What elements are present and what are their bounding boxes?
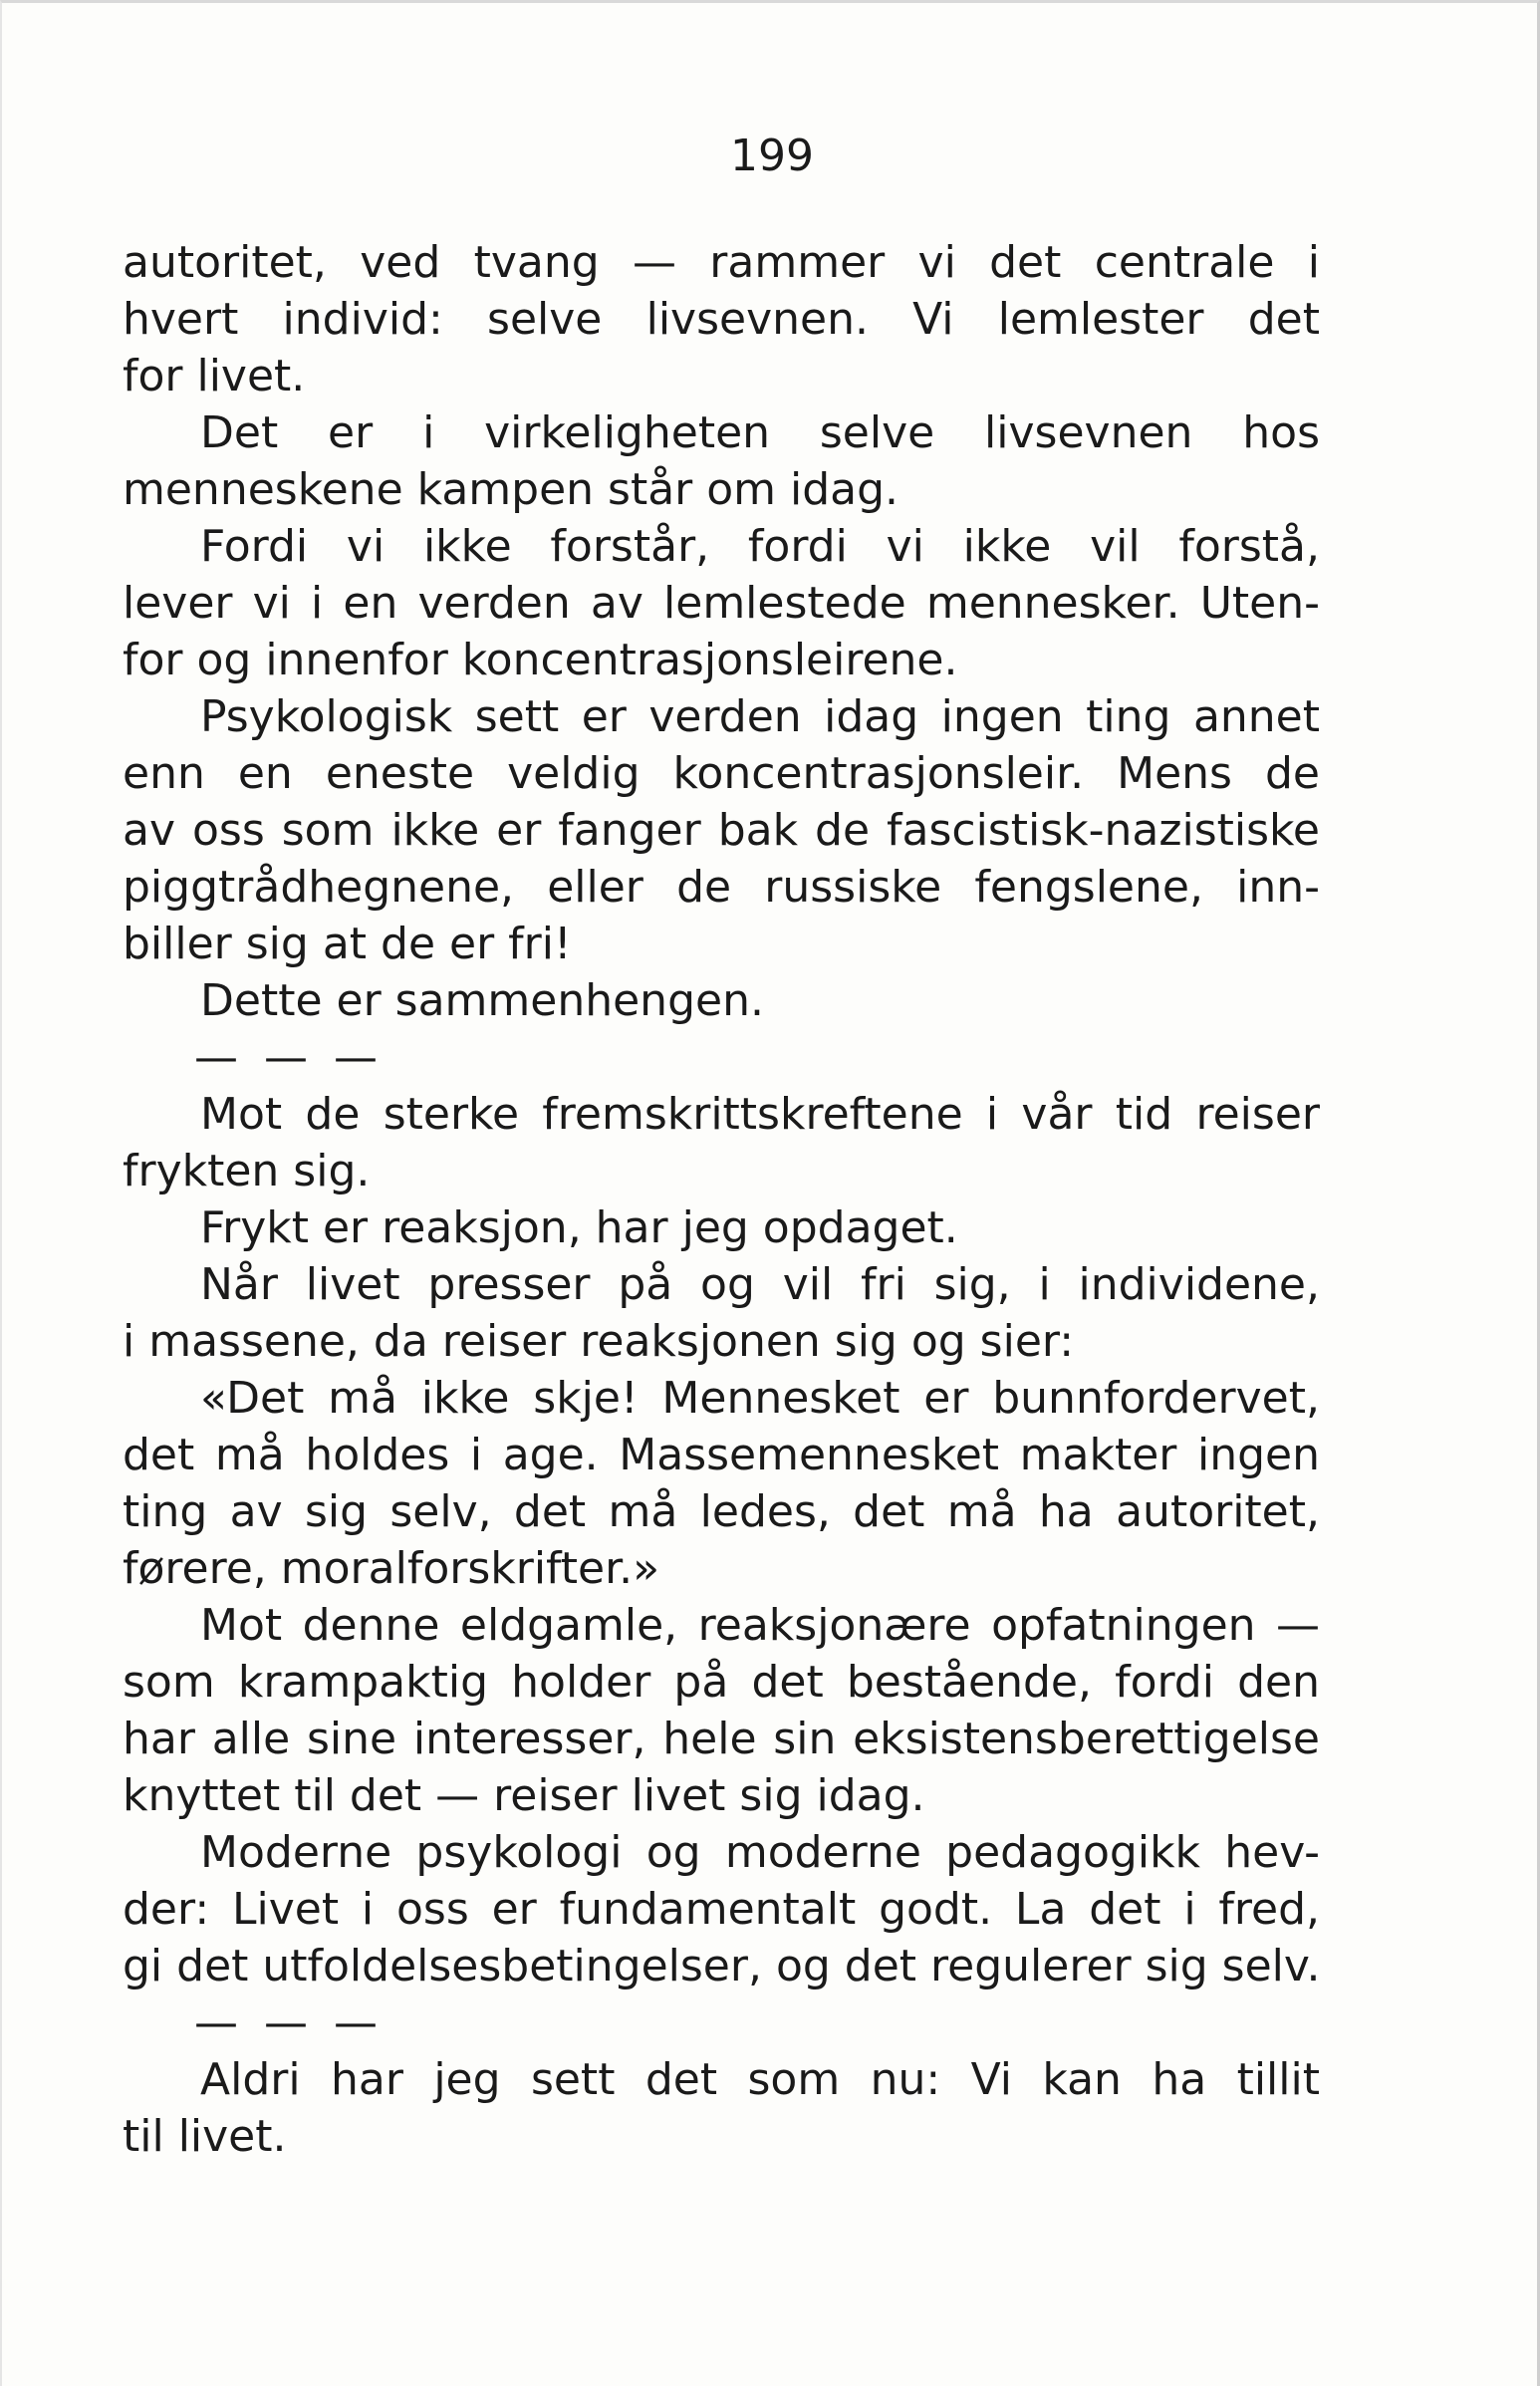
text-line: Mot denne eldgamle, reaksjonære opfatningen —	[200, 1600, 1320, 1651]
text-line: har alle sine interesser, hele sin eksistensberettigelse	[123, 1714, 1320, 1764]
text-line: for og innenfor koncentrasjonsleirene.	[123, 635, 958, 685]
section-separator: — — —	[194, 1032, 384, 1083]
text-line: Fordi vi ikke forstår, fordi vi ikke vil forstå,	[200, 521, 1320, 572]
text-line: Moderne psykologi og moderne pedagogikk hev-	[200, 1827, 1320, 1878]
text-line: «Det må ikke skje! Mennesket er bunnfordervet,	[200, 1373, 1320, 1424]
text-line: som krampaktig holder på det bestående, fordi den	[123, 1657, 1320, 1708]
text-line: gi det utfoldelsesbetingelser, og det regulerer sig selv.	[123, 1941, 1321, 1991]
text-line: Når livet presser på og vil fri sig, i individene,	[200, 1259, 1320, 1310]
text-line: Dette er sammenhengen.	[200, 975, 764, 1026]
text-line: hvert individ: selve livsevnen. Vi lemlester det	[123, 294, 1320, 345]
text-line: Mot de sterke fremskrittskreftene i vår tid reiser	[200, 1089, 1320, 1140]
text-line: ting av sig selv, det må ledes, det må ha autoritet,	[123, 1486, 1320, 1537]
text-line: lever vi i en verden av lemlestede mennesker. Uten-	[123, 578, 1320, 629]
text-line: Aldri har jeg sett det som nu: Vi kan ha tillit	[200, 2054, 1320, 2105]
text-line: piggtrådhegnene, eller de russiske fengslene, inn-	[123, 862, 1320, 913]
text-line: Det er i virkeligheten selve livsevnen hos	[200, 407, 1320, 458]
text-line: det må holdes i age. Massemennesket makter ingen	[123, 1430, 1320, 1480]
text-line: enn en eneste veldig koncentrasjonsleir. Mens de	[123, 748, 1320, 799]
text-line: i massene, da reiser reaksjonen sig og sier:	[123, 1316, 1075, 1367]
text-line: menneskene kampen står om idag.	[123, 464, 899, 515]
text-line: av oss som ikke er fanger bak de fascistisk-nazistiske	[123, 805, 1320, 856]
text-line: Psykologisk sett er verden idag ingen ting annet	[200, 691, 1320, 742]
text-line: førere, moralforskrifter.»	[123, 1543, 660, 1594]
page-number: 199	[730, 131, 814, 181]
text-line: der: Livet i oss er fundamentalt godt. La det i fred,	[123, 1884, 1320, 1935]
section-separator: — — —	[194, 1997, 384, 2048]
body-text	[123, 234, 1320, 2165]
text-line: til livet.	[123, 2111, 287, 2162]
text-line: frykten sig.	[123, 1146, 371, 1196]
text-line: for livet.	[123, 351, 306, 401]
text-line: biller sig at de er fri!	[123, 919, 572, 969]
text-line: Frykt er reaksjon, har jeg opdaget.	[200, 1202, 958, 1253]
text-line: autoritet, ved tvang — rammer vi det centrale i	[123, 237, 1320, 288]
text-line: knyttet til det — reiser livet sig idag.	[123, 1770, 925, 1821]
